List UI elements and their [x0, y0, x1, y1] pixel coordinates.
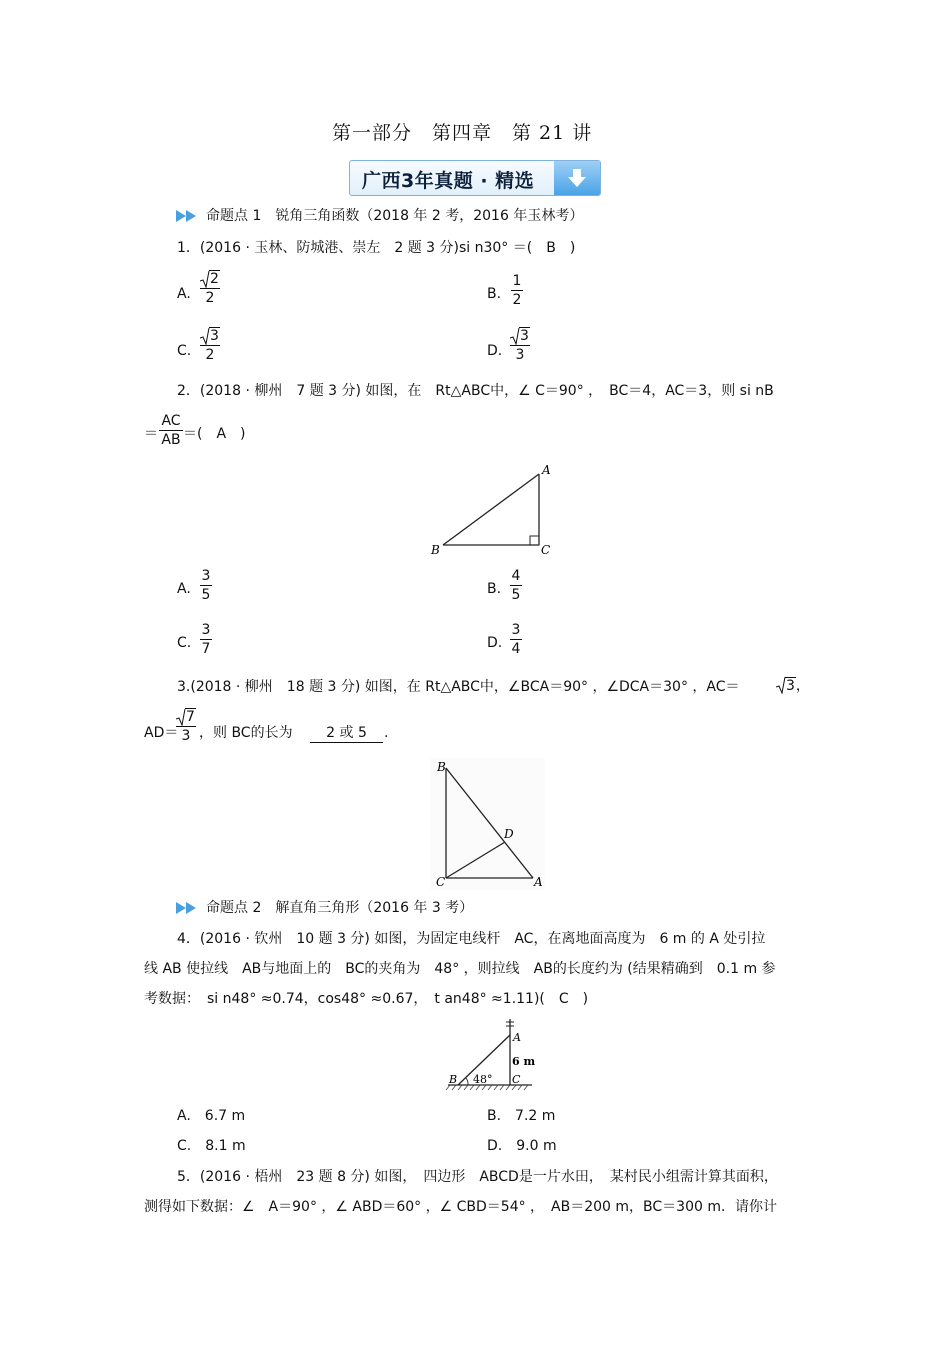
- q1-option-a-value: 2 2: [200, 271, 220, 306]
- page-title: 第一部分 第四章 第 21 讲: [332, 122, 593, 144]
- q4-pole-figure: [440, 1015, 540, 1095]
- double-triangle-bullet-icon: [176, 210, 198, 222]
- q3-answer-blank: [310, 724, 383, 743]
- q2-answer: ＝( A ): [183, 426, 246, 442]
- q1-option-c-value: 3 2: [200, 328, 220, 363]
- q4-option-b: B. 7.2 m: [487, 1108, 556, 1124]
- q2-option-a-value: 3 5: [201, 568, 211, 603]
- q3-answer: 2 或 5: [326, 725, 367, 741]
- q4-option-a: A. 6.7 m: [177, 1108, 246, 1124]
- fig-label-c: C: [436, 875, 446, 889]
- q2-option-a-label: A.: [177, 581, 191, 597]
- double-triangle-bullet-icon: [176, 902, 198, 914]
- fig-label-b: B: [431, 543, 440, 557]
- q3-ac-value: 3，: [776, 677, 810, 695]
- section-banner: [349, 160, 601, 196]
- q1-option-b-label: B.: [487, 286, 502, 302]
- q5-line-1: 5．(2016 · 梧州 23 题 8 分) 如图， 四边形 ABCD是一片水田， 某村民小组需计算其面积，: [177, 1169, 778, 1185]
- q1-option-c-label: C.: [177, 343, 192, 359]
- fig-label-a: A: [542, 463, 551, 477]
- q2-option-c-label: C.: [177, 635, 192, 651]
- banner-arrow-box: [554, 161, 600, 195]
- q2-triangle-figure: [425, 460, 555, 560]
- q4-option-c: C. 8.1 m: [177, 1138, 246, 1154]
- fig-label-c: C: [512, 1073, 521, 1086]
- q2-fraction: AC AB: [159, 413, 183, 448]
- fig-label-b: B: [437, 760, 446, 774]
- fig-label-b: B: [449, 1073, 458, 1086]
- q5-line-2: 测得如下数据：∠ A＝90° ，∠ ABD＝60° ，∠ CBD＝54° ， AB＝200 m，BC＝300 m．请你计: [144, 1199, 777, 1215]
- fig-label-a: A: [513, 1031, 521, 1044]
- q3-ad-suffix: ，则 BC的长为: [199, 725, 293, 741]
- q4-line-1: 4．(2016 · 钦州 10 题 3 分) 如图，为固定电线杆 AC，在离地面高度为 6 m 的 A 处引拉: [177, 931, 766, 947]
- q2-stem: 2．(2018 · 柳州 7 题 3 分) 如图，在 Rt△ABC中，∠ C＝90° ， BC＝4，AC＝3，则 si nB: [177, 383, 774, 399]
- q3-stem: 3.(2018 · 柳州 18 题 3 分) 如图，在 Rt△ABC中，∠BCA＝90° ，∠DCA＝30° ，AC＝: [177, 679, 740, 695]
- q3-ad-value: 7 3: [176, 709, 196, 744]
- q2-option-b-label: B.: [487, 581, 502, 597]
- q1-option-d-label: D.: [487, 343, 503, 359]
- sqrt-icon: 3: [200, 328, 220, 344]
- q2-equals: ＝: [144, 426, 158, 442]
- fig-label-d: D: [504, 827, 514, 841]
- q2-option-d-value: 3 4: [511, 622, 521, 657]
- q2-option-b-value: 4 5: [511, 568, 521, 603]
- section-1-heading: 命题点 1 锐角三角函数（2018 年 2 考，2016 年玉林考）: [206, 208, 584, 224]
- q4-option-d: D. 9.0 m: [487, 1138, 557, 1154]
- sqrt-icon: 2: [200, 271, 220, 287]
- q4-line-3: 考数据： si n48° ≈0.74，cos48° ≈0.67， t an48° ≈1.11)( C ): [144, 991, 589, 1007]
- q2-option-d-label: D.: [487, 635, 503, 651]
- section-2-heading: 命题点 2 解直角三角形（2016 年 3 考）: [206, 900, 474, 916]
- sqrt-icon: 3: [776, 677, 796, 695]
- q1-option-d-value: 3 3: [510, 328, 530, 363]
- fig-label-height: 6 m: [512, 1055, 536, 1068]
- q3-ad-prefix: AD＝: [144, 725, 179, 741]
- q1-option-a-label: A.: [177, 286, 191, 302]
- sqrt-icon: 7: [176, 709, 196, 725]
- fig-label-a: A: [534, 875, 543, 889]
- banner-label: 广西3年真题 · 精选: [362, 170, 535, 192]
- q2-option-c-value: 3 7: [201, 622, 211, 657]
- q1-option-b-value: 1 2: [512, 273, 522, 308]
- down-arrow-icon: [566, 167, 588, 189]
- q3-end: .: [384, 725, 389, 741]
- q1-stem: 1．(2016 · 玉林、防城港、崇左 2 题 3 分)si n30° ＝( B ): [177, 240, 576, 256]
- fig-label-c: C: [541, 543, 551, 557]
- q4-line-2: 线 AB 使拉线 AB与地面上的 BC的夹角为 48° ，则拉线 AB的长度约为 (结果精确到 0.1 m 参: [144, 961, 776, 977]
- fig-label-angle: 48°: [473, 1073, 493, 1086]
- sqrt-icon: 3: [510, 328, 530, 344]
- q3-triangle-figure: [430, 758, 545, 890]
